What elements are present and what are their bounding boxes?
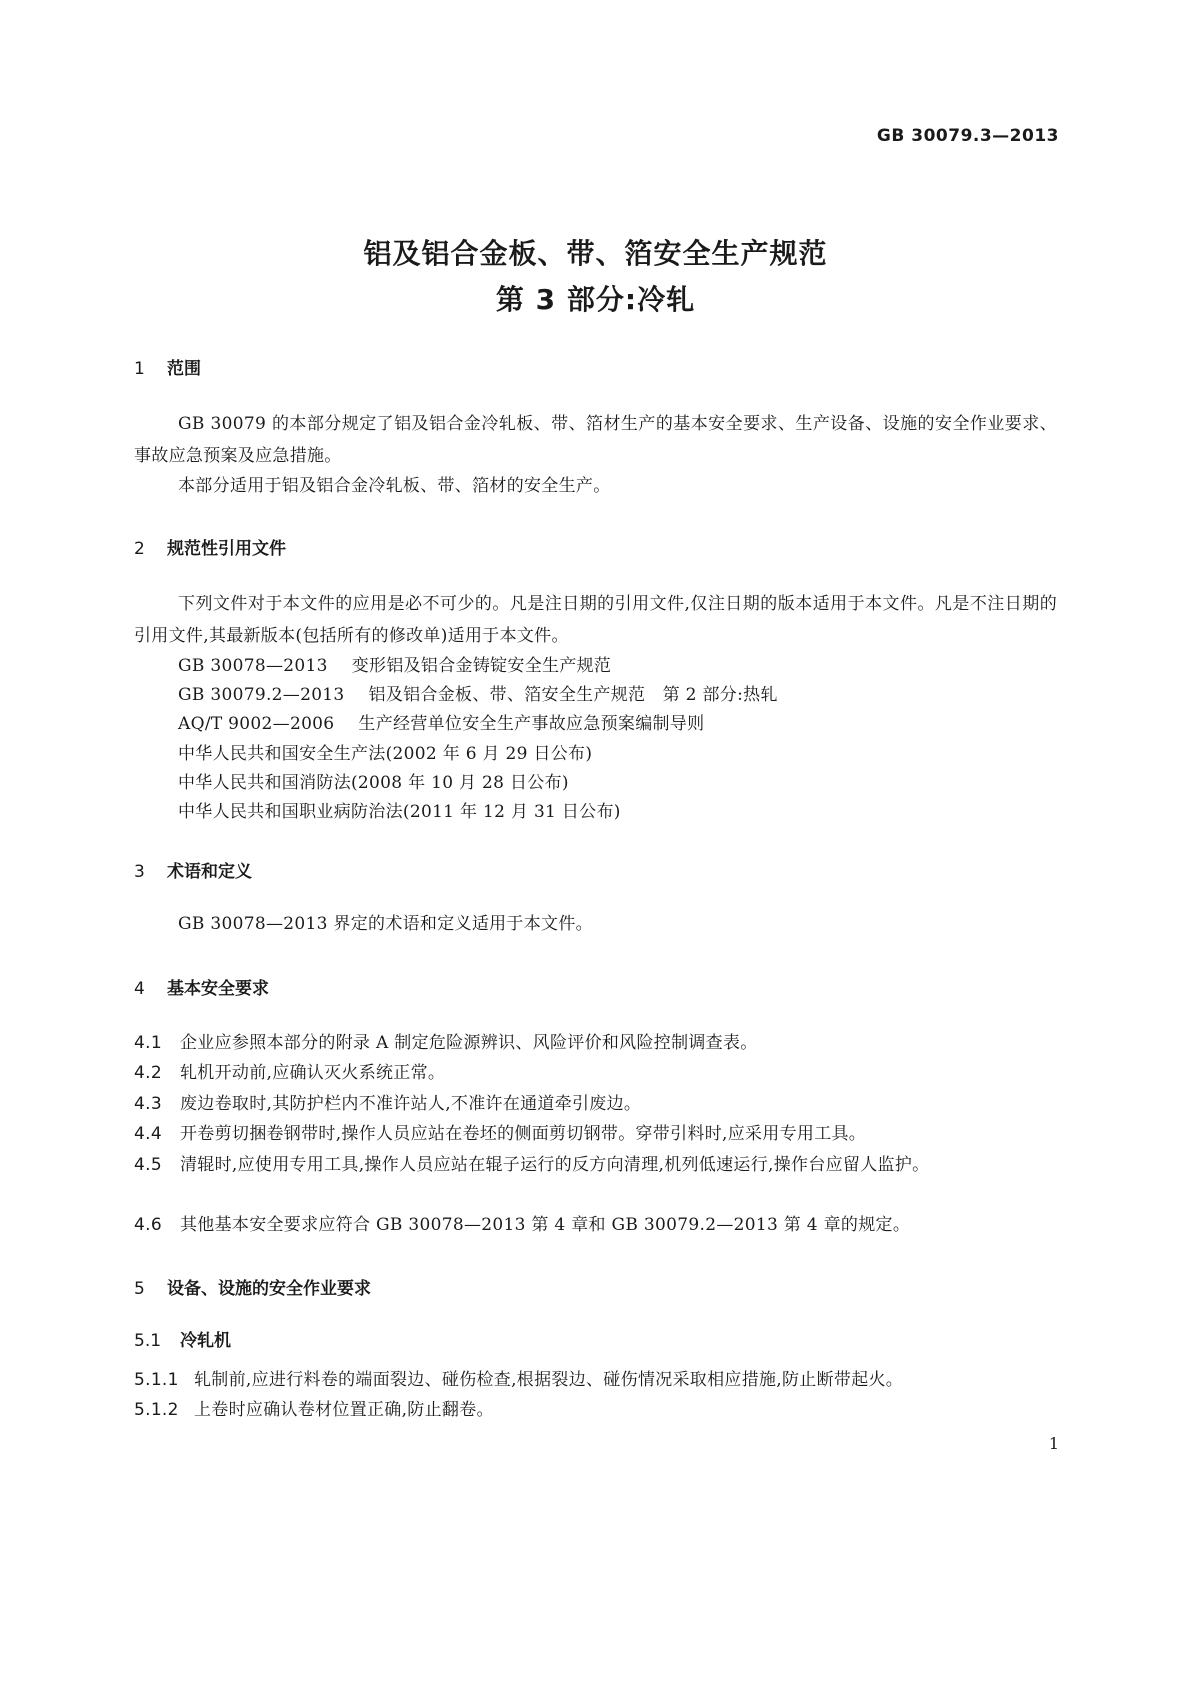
clause-text: 开卷剪切捆卷钢带时,操作人员应站在卷坯的侧面剪切钢带。穿带引料时,应采用专用工具。 — [180, 1124, 867, 1144]
reference-title: 变形铝及铝合金铸锭安全生产规范 — [351, 656, 612, 676]
document-title: 铝及铝合金板、带、箔安全生产规范 — [363, 237, 828, 270]
clause-5-1-2 — [134, 1394, 1057, 1426]
reference-code: AQ/T 9002—2006 — [178, 714, 335, 734]
section-1-heading — [134, 354, 201, 379]
clause-number: 4.3 — [134, 1094, 162, 1114]
clause-text: 其他基本安全要求应符合 GB 30078—2013 第 4 章和 GB 30079.2—2013 第 4 章的规定。 — [180, 1215, 911, 1235]
section-title: 范围 — [167, 359, 201, 379]
clause-text: 轧制前,应进行料卷的端面裂边、碰伤检查,根据裂边、碰伤情况采取相应措施,防止断带起火。 — [194, 1370, 904, 1390]
reference-code: GB 30078—2013 — [178, 656, 328, 676]
subsection-title: 冷轧机 — [180, 1331, 231, 1351]
clause-number: 4.2 — [134, 1063, 162, 1083]
clause-text: 清辊时,应使用专用工具,操作人员应站在辊子运行的反方向清理,机列低速运行,操作台应留人监护。 — [180, 1155, 930, 1175]
clause-number: 5.1.1 — [134, 1370, 179, 1390]
section-1-paragraph-1: GB 30079 的本部分规定了铝及铝合金冷轧板、带、箔材生产的基本安全要求、生产设备、设施的安全作业要求、事故应急预案及应急措施。 — [134, 414, 1057, 466]
clause-4-1 — [134, 1027, 1057, 1059]
section-title: 规范性引用文件 — [167, 539, 286, 559]
clause-number: 4.5 — [134, 1155, 162, 1175]
section-title: 设备、设施的安全作业要求 — [167, 1279, 371, 1299]
clause-4-3 — [134, 1088, 1057, 1120]
clause-4-4 — [134, 1118, 1057, 1150]
section-number: 3 — [134, 862, 145, 882]
reference-item — [178, 709, 704, 734]
section-2-paragraph-1: 下列文件对于本文件的应用是必不可少的。凡是注日期的引用文件,仅注日期的版本适用于本文件。凡是不注日期的引用文件,其最新版本(包括所有的修改单)适用于本文件。 — [134, 594, 1057, 646]
subsection-number: 5.1 — [134, 1331, 162, 1351]
section-number: 1 — [134, 359, 145, 379]
clause-number: 4.1 — [134, 1033, 162, 1053]
section-1-paragraph-2: 本部分适用于铝及铝合金冷轧板、带、箔材的安全生产。 — [178, 476, 611, 496]
law-reference: 中华人民共和国消防法(2008 年 10 月 28 日公布) — [178, 773, 569, 793]
section-number: 5 — [134, 1279, 145, 1299]
section-3-heading — [134, 857, 252, 882]
reference-title: 生产经营单位安全生产事故应急预案编制导则 — [358, 714, 705, 734]
reference-title: 铝及铝合金板、带、箔安全生产规范 第 2 部分:热轧 — [368, 685, 778, 705]
section-title: 基本安全要求 — [167, 979, 269, 999]
clause-text: 上卷时应确认卷材位置正确,防止翻卷。 — [194, 1400, 494, 1420]
reference-item — [178, 651, 611, 676]
clause-number: 4.4 — [134, 1124, 162, 1144]
clause-4-2 — [134, 1057, 1057, 1089]
clause-number: 4.6 — [134, 1215, 162, 1235]
law-reference: 中华人民共和国安全生产法(2002 年 6 月 29 日公布) — [178, 744, 593, 764]
clause-4-5 — [134, 1149, 1057, 1181]
clause-text: 废边卷取时,其防护栏内不准许站人,不准许在通道牵引废边。 — [180, 1094, 642, 1114]
standard-number: GB 30079.3—2013 — [876, 126, 1059, 146]
clause-4-6 — [134, 1209, 1057, 1241]
document-subtitle: 第 3 部分:冷轧 — [495, 283, 696, 316]
subsection-5-1-heading — [134, 1326, 231, 1351]
page-number: 1 — [1048, 1434, 1059, 1453]
reference-item — [178, 680, 778, 705]
section-number: 2 — [134, 539, 145, 559]
law-reference: 中华人民共和国职业病防治法(2011 年 12 月 31 日公布) — [178, 802, 621, 822]
section-2-heading — [134, 534, 286, 559]
section-4-heading — [134, 974, 269, 999]
section-number: 4 — [134, 979, 145, 999]
clause-5-1-1 — [134, 1364, 1057, 1396]
clause-text: 企业应参照本部分的附录 A 制定危险源辨识、风险评价和风险控制调查表。 — [180, 1033, 758, 1053]
clause-number: 5.1.2 — [134, 1400, 179, 1420]
section-title: 术语和定义 — [167, 862, 252, 882]
reference-code: GB 30079.2—2013 — [178, 685, 345, 705]
section-3-paragraph-1: GB 30078—2013 界定的术语和定义适用于本文件。 — [178, 914, 593, 934]
clause-text: 轧机开动前,应确认灭火系统正常。 — [180, 1063, 446, 1083]
section-5-heading — [134, 1274, 371, 1299]
